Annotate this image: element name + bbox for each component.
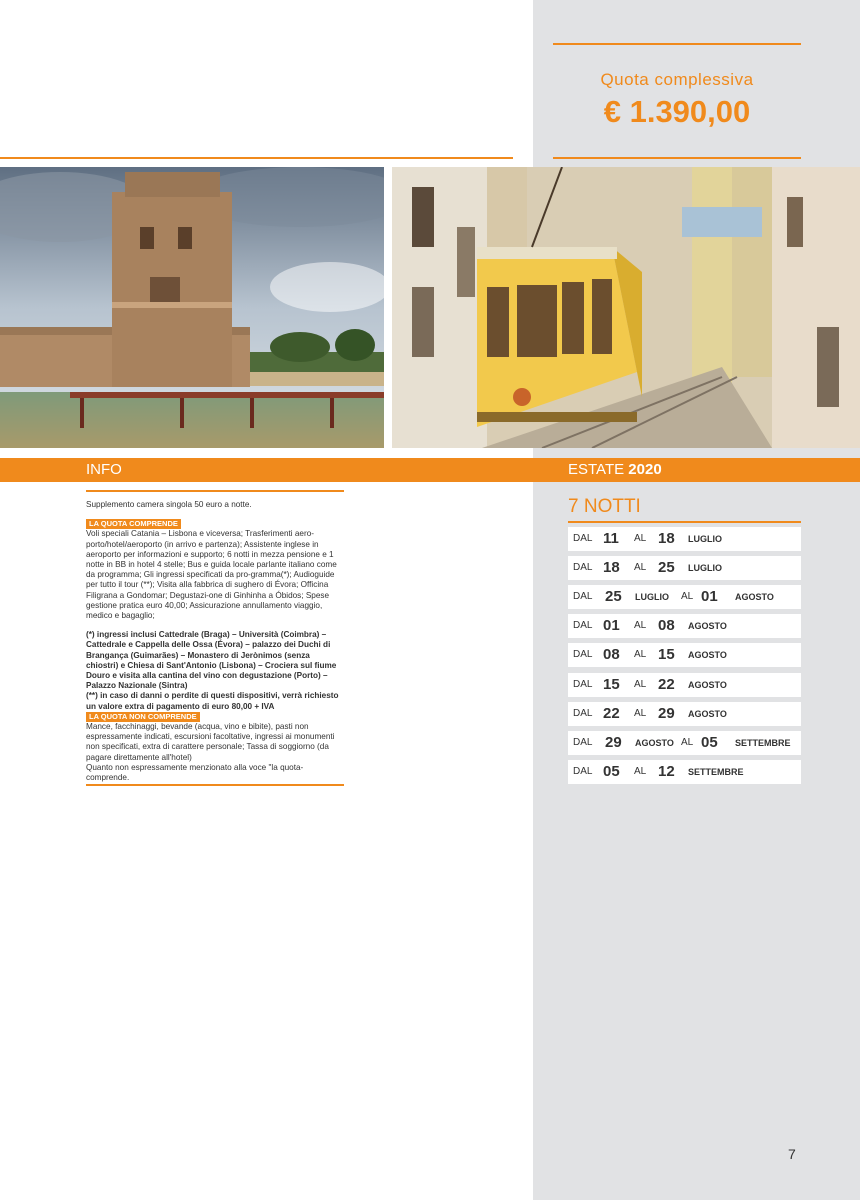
date-from-word: DAL	[573, 736, 593, 748]
date-from-word: DAL	[573, 533, 593, 544]
date-from-month: AGOSTO	[635, 737, 674, 748]
date-from-word: DAL	[573, 707, 593, 719]
date-row	[568, 760, 801, 784]
nights-rule	[568, 521, 801, 523]
price-top-rule	[553, 43, 801, 45]
date-to-word: AL	[634, 562, 647, 574]
info-top-rule	[86, 490, 344, 492]
date-to-word: AL	[634, 533, 647, 544]
date-from-day: 11	[603, 530, 619, 547]
date-from-day: 18	[603, 559, 620, 577]
date-row	[568, 614, 801, 638]
date-from-word: DAL	[573, 678, 593, 690]
date-to-month: AGOSTO	[688, 650, 727, 661]
date-to-day: 08	[658, 617, 675, 635]
date-to-day: 15	[658, 646, 675, 664]
date-from-day: 15	[603, 675, 620, 693]
price-label: Quota complessiva	[600, 70, 754, 89]
date-from-day: 05	[603, 762, 620, 780]
date-to-day: 29	[658, 704, 675, 722]
date-from-day: 01	[603, 617, 620, 635]
nights-title: 7 NOTTI	[568, 496, 641, 517]
date-to-day: 12	[658, 762, 675, 780]
date-to-word: AL	[634, 707, 647, 719]
date-from-word: DAL	[573, 649, 593, 661]
date-to-month: AGOSTO	[688, 621, 727, 632]
photo-lisbon-tram	[392, 167, 860, 448]
date-to-day: 01	[701, 588, 718, 606]
supplement-text: Supplemento camera singola 50 euro a notte.	[86, 500, 252, 509]
date-to-word: AL	[634, 620, 647, 632]
includes-tag: LA QUOTA COMPRENDE	[86, 519, 181, 529]
date-from-word: DAL	[573, 765, 593, 777]
date-to-month: LUGLIO	[688, 534, 722, 544]
date-to-word: AL	[681, 736, 694, 748]
photo-torre-di-belem	[0, 167, 384, 448]
date-to-month: AGOSTO	[688, 708, 727, 719]
season-prefix: ESTATE	[568, 461, 625, 478]
date-from-month: LUGLIO	[635, 592, 669, 603]
date-from-word: DAL	[573, 591, 593, 603]
season-title	[568, 461, 662, 478]
info-bar	[0, 458, 860, 482]
date-from-day: 25	[605, 588, 622, 606]
date-to-word: AL	[681, 591, 694, 603]
header-rule-left	[0, 157, 513, 159]
date-to-word: AL	[634, 678, 647, 690]
page-number: 7	[788, 1146, 796, 1162]
date-to-month: AGOSTO	[735, 592, 774, 603]
date-to-day: 18	[658, 530, 675, 547]
date-to-month: AGOSTO	[688, 679, 727, 690]
date-to-day: 25	[658, 559, 675, 577]
season-year: 2020	[628, 461, 662, 478]
date-row	[568, 702, 801, 726]
info-title: INFO	[86, 461, 122, 478]
date-from-day: 29	[605, 733, 622, 751]
header-rule-right	[553, 157, 801, 159]
date-to-month: SETTEMBRE	[735, 737, 791, 748]
date-to-day: 22	[658, 675, 675, 693]
date-from-word: DAL	[573, 562, 593, 574]
price-value: € 1.390,00	[603, 94, 751, 129]
date-row	[568, 556, 801, 580]
date-to-month: LUGLIO	[688, 563, 722, 574]
date-to-day: 05	[701, 733, 718, 751]
date-row	[568, 673, 801, 697]
date-from-day: 08	[603, 646, 620, 664]
date-row	[568, 731, 801, 755]
excludes-tag: LA QUOTA NON COMPRENDE	[86, 712, 200, 722]
info-column	[86, 500, 344, 783]
excludes-note: Quanto non espressamente menzionato alla voce "la quota-comprende.	[86, 762, 304, 783]
date-row	[568, 527, 801, 551]
date-from-word: DAL	[573, 620, 593, 632]
date-row	[568, 643, 801, 667]
entries-text: (*) ingressi inclusi Cattedrale (Braga) – Università (Coimbra) – Cattedrale e Cappella delle Ossa (Évora) – palazzo dei Duchi di Brangança (Guimarães) – Monastero di Jerònimos (senza chiostri) e Chiesa di Sant'Antonio (Lisbona) – Crociera sul fiume Douro e visita alla cantina del vino con degustazione (Porto) – Palazzo Nazionale (Sintra)	[86, 630, 337, 691]
date-to-word: AL	[634, 765, 647, 777]
date-to-word: AL	[634, 649, 647, 661]
info-bottom-rule	[86, 784, 344, 786]
excludes-text: Mance, facchinaggi, bevande (acqua, vino e bibite), pasti non espressamente indicati, escursioni facoltative, ingressi ai monumenti non specificati, extra di carattere personale; Tassa di soggiorno (da pagare direttamente all'hotel)	[86, 722, 335, 762]
date-row	[568, 585, 801, 609]
damage-text: (**) in caso di danni o perdite di questi dispositivi, verrà richiesto un valore extra di pagamento di euro 80,00 + IVA	[86, 691, 339, 711]
date-from-day: 22	[603, 704, 620, 722]
includes-text: Voli speciali Catania – Lisbona e viceversa; Trasferimenti aero-porto/hotel/aeroporto (in arrivo e partenza); Assistente inglese in aeroporto per informazioni e supporto; 6 notti in mezza pensione e 1 notte in BB in hotel 4 stelle; Bus e guida locale parlante italiano come da programma; Gli ingressi specificati da pro-gramma(*); Audioguide per tutto il tour (**); Visita alla fabbrica di sughero di Évora; Officina Filigrana a Gondomar; Degustazi-one di Ginhinha a Óbidos; Spese gestione pratica euro 40,00; Assicurazione annullamento viaggio, medico e bagaglio;	[86, 529, 337, 621]
date-to-month: SETTEMBRE	[688, 766, 744, 777]
